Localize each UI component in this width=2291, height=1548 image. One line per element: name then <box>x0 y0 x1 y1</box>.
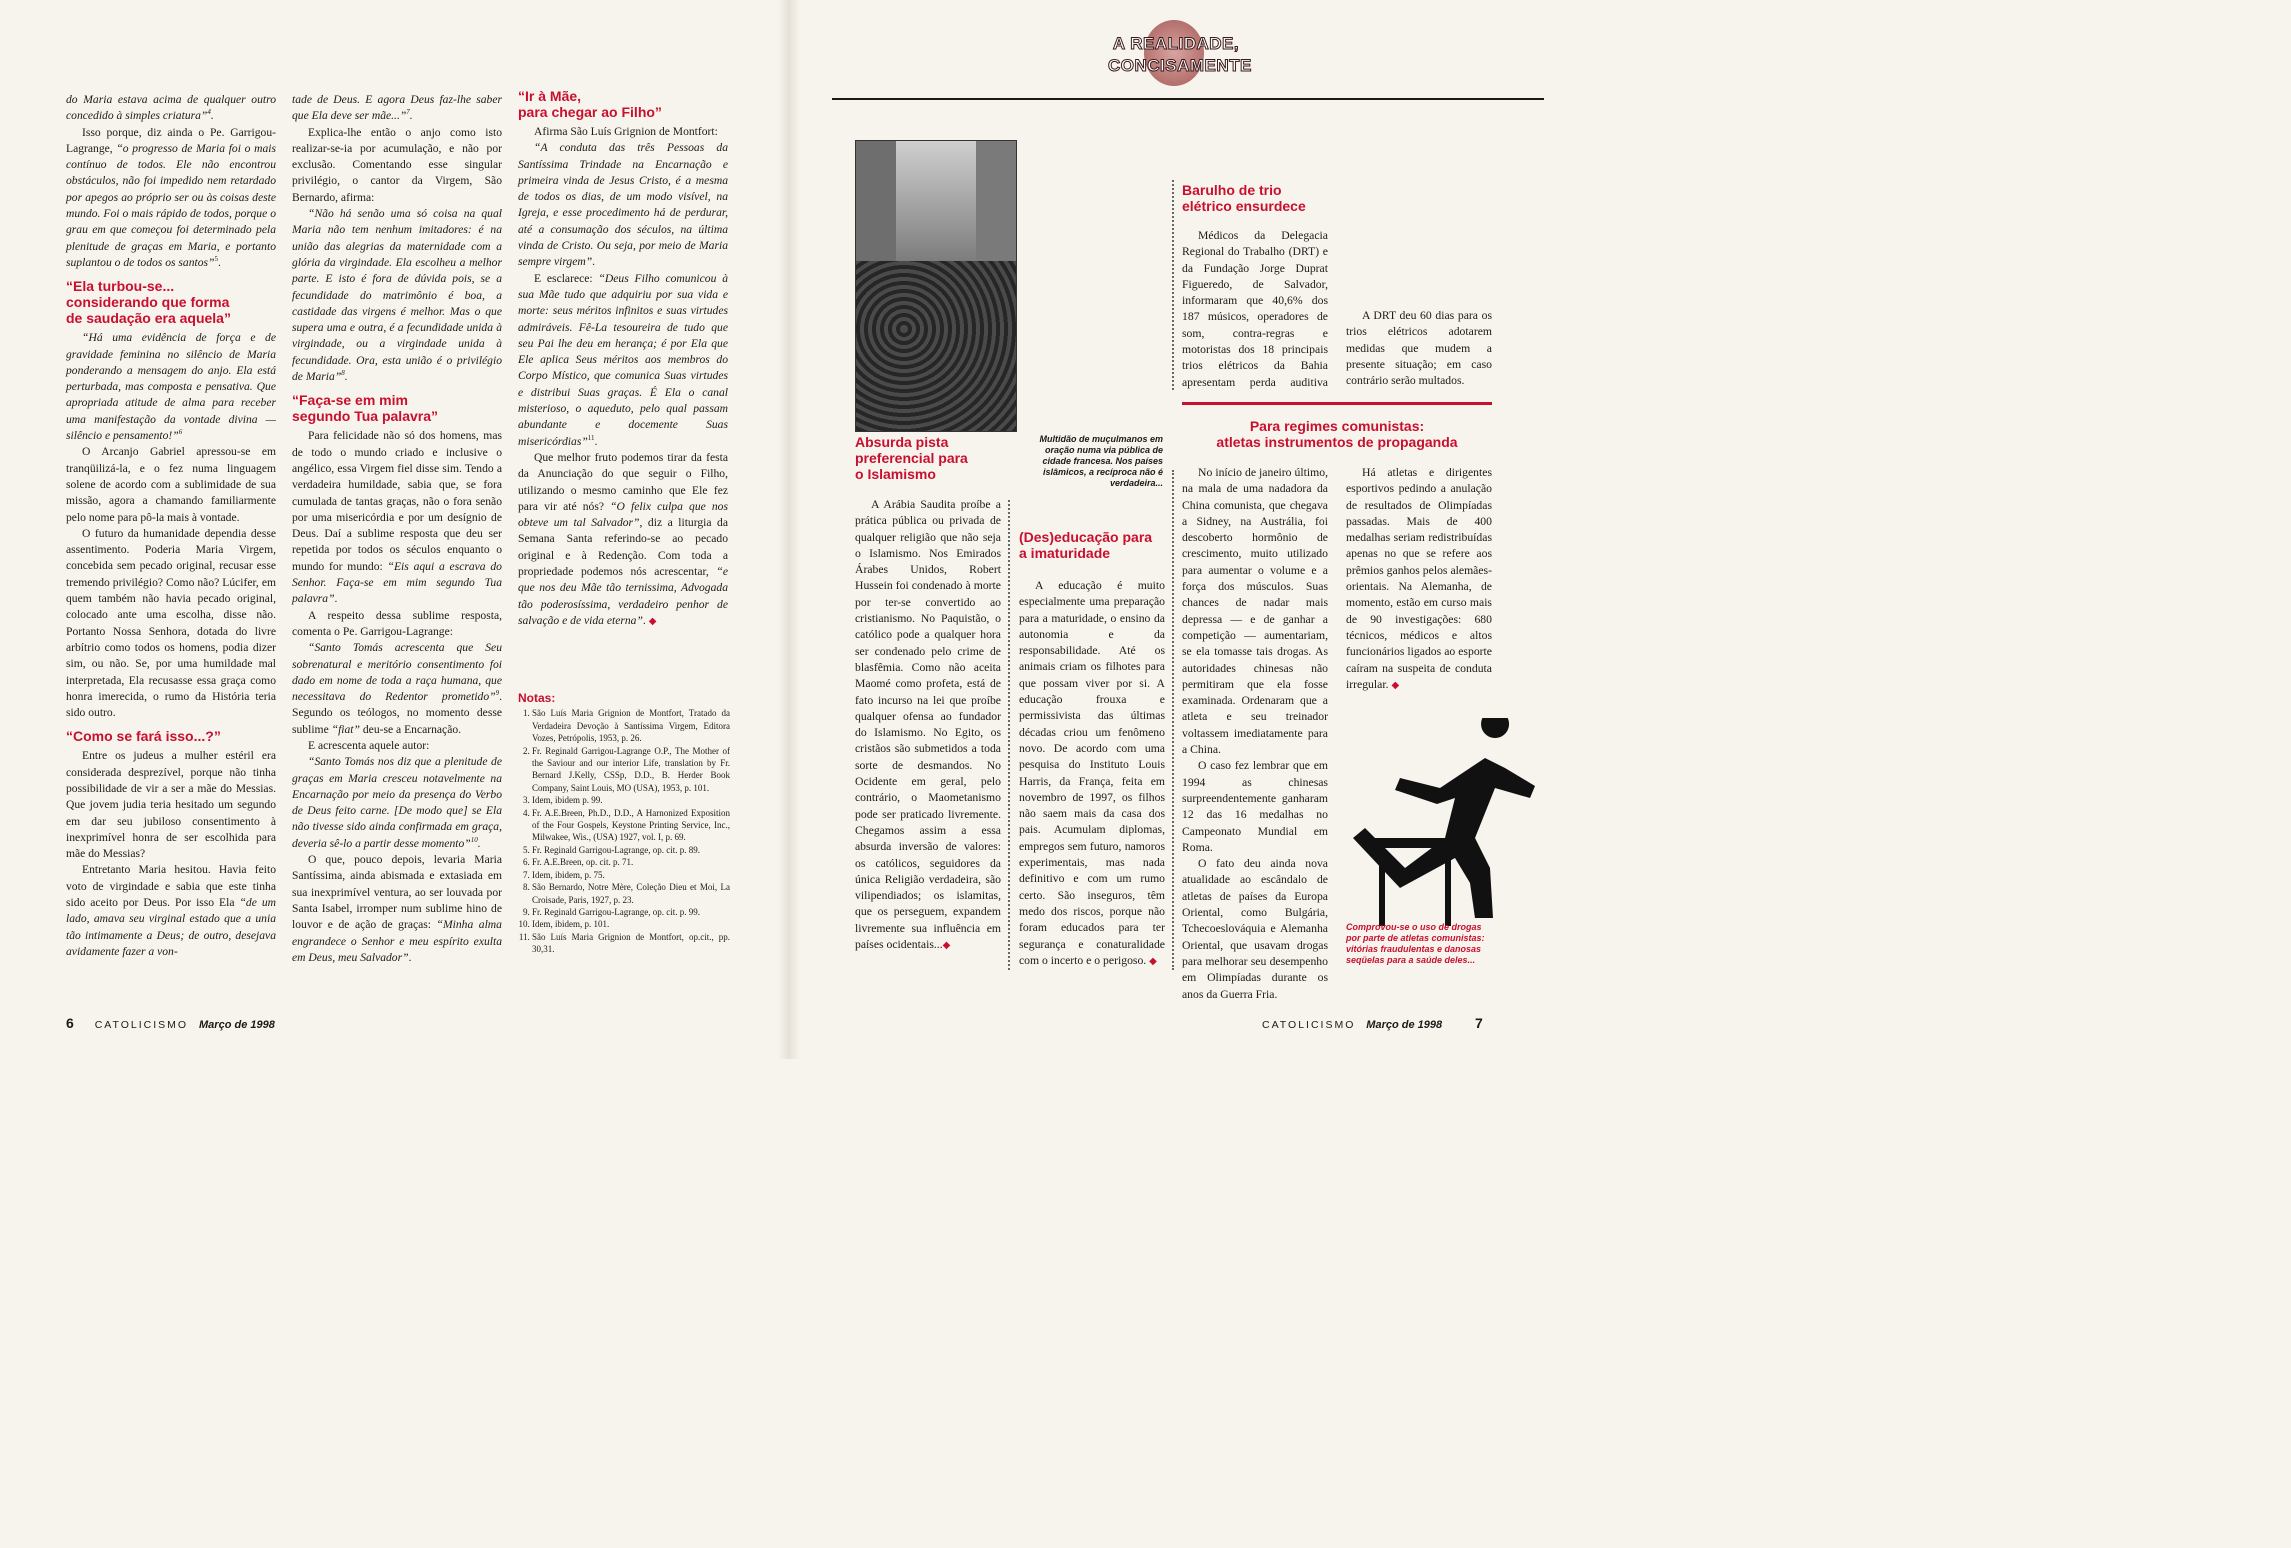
paragraph: O Arcanjo Gabriel apressou-se em tranqüilizá-la, e o fez numa linguagem solene de acordo com a sublimidade de sua missão, agora a chamando familiarmente pelo nome para pô-la mais à vontade. <box>66 445 276 524</box>
article-heading-islam: Absurda pista preferencial para o Islamismo <box>855 434 968 482</box>
note-item: 1. São Luís Maria Grignion de Montfort, Tratado da Verdadeira Devoção à Santíssima Virgem, Editora Vozes, Petrópolis, 1953, p. 26. <box>532 707 730 744</box>
note-item: 5. Fr. Reginald Garrigou-Lagrange, op. cit. p. 89. <box>532 844 730 856</box>
paragraph: Isso porque, diz ainda o Pe. Garrigou-Lagrange, “o progresso de Maria foi o mais contínuo de todos. Ele não encontrou obstáculos, não foi impedido nem retardado por apegos ao próprio ser ou às coisas deste mundo. Foi o mais rápido de todos, porque o grau em que começou foi determinado pela plenitude de graças em Maria, e portanto suplantou o de todos os santos”$^5$. <box>66 125 276 269</box>
footer-left <box>66 1015 275 1031</box>
issue-date: Março de 1998 <box>1366 1019 1443 1031</box>
article-regimes-a <box>1182 465 1328 1003</box>
article-barulho-b <box>1346 182 1492 389</box>
article-heading-educacao: (Des)educação para a imaturidade <box>1019 529 1153 561</box>
paragraph: A respeito dessa sublime resposta, comenta o Pe. Garrigou-Lagrange: <box>292 608 502 638</box>
paragraph: Explica-lhe então o anjo como isto realizar-se-ia por acumulação, e não por exclusão. Comentando esse singular privilégio, o cantor da Virgem, São Bernardo, afirma: <box>292 125 502 204</box>
note-item: 4. Fr. A.E.Breen, Ph.D., D.D., A Harnonized Exposition of the Four Gospels, Keystone Printing Service, Inc., Milwakee, Wis., (USA) 1927, vol. I, p. 69. <box>532 807 730 844</box>
article-barulho-a <box>1182 228 1328 390</box>
column-divider <box>1172 470 1174 970</box>
section-heading: “Faça-se em mim segundo Tua palavra” <box>292 392 438 425</box>
paragraph: O caso fez lembrar que em 1994 as chinesas surpreendentemente ganharam 12 das 16 medalhas no Campeonato Mundial em Roma. <box>1182 759 1328 854</box>
paragraph: A educação é muito especialmente uma preparação para a maturidade, o ensino da autonomia e da responsabilidade. Até os animais criam os filhotes para que possam viver por si. A educação frouxa e permissivista das últimas décadas criou um fenômeno novo. De acordo com uma pesquisa do Instituto Louis Harris, da França, feita em novembro de 1997, os filhos não saem mais da casa dos pais. Acumulam diplomas, empregos sem futuro, namoros experimentais, mas nada definitivo e com um rumo certo. São inseguros, têm medo dos riscos, porque não foram educados para ter segurança e conaturalidade com o incerto e o perigoso. ◆ <box>1019 579 1165 967</box>
note-item: 7. Idem, ibidem, p. 75. <box>532 869 730 881</box>
paragraph: tade de Deus. E agora Deus faz-lhe saber que Ela deve ser mãe...”$^7$. <box>292 93 502 123</box>
paragraph: Entre os judeus a mulher estéril era considerada desprezível, porque não tinha possibilidade de vir a ser a mãe do Messias. Que jovem judia teria hesitado um segundo em dar seu jubiloso consentimento à inexprimível honra de ser escolhida para mãe do Messias? <box>66 749 276 861</box>
end-mark-icon: ◆ <box>1149 955 1157 967</box>
issue-date: Março de 1998 <box>199 1019 275 1031</box>
athlete-caption: Comprovou-se o uso de drogas por parte de atletas comunistas: vitórias fraudulentas e danosas seqüelas para a saúde deles... <box>1346 922 1485 965</box>
notes-list <box>518 707 730 955</box>
note-item: 3. Idem, ibidem p. 99. <box>532 794 730 806</box>
paragraph: Entretanto Maria hesitou. Havia feito voto de virgindade e sabia que este tinha sido aceito por Deus. Por isso Ela “de um lado, amava seu virginal estado que a unia tão intimamente a Deus; de outro, desejava avidamente fazer a von- <box>66 863 276 958</box>
paragraph: A DRT deu 60 dias para os trios elétricos adotarem medidas que mudem a presente situação; em caso contrário serão multados. <box>1346 309 1492 388</box>
street-prayer-photo <box>855 140 1017 432</box>
note-item: 9. Fr. Reginald Garrigou-Lagrange, op. cit. p. 99. <box>532 906 730 918</box>
left-column-2 <box>292 92 502 966</box>
magazine-name: CATOLICISMO <box>1262 1019 1356 1031</box>
paragraph: Há atletas e dirigentes esportivos pedindo a anulação de resultados de Olimpíadas passadas. Mais de 400 medalhas seriam redistribuídas apenas no que se refere aos prêmios ganhos pelos alemães-orientais. Na Alemanha, de momento, estão em curso mais de 90 investigações: 680 técnicos, médicos e altos funcionários ligados ao esporte caíram na suspeita de conduta irregular. ◆ <box>1346 466 1492 691</box>
hurdler-silhouette-icon <box>1345 718 1545 928</box>
note-item: 2. Fr. Reginald Garrigou-Lagrange O.P., The Mother of the Saviour and our interior Life, translation by Fr. Bernard J.Kelly, CSSp, D.D., B. Herder Book Company, Saint Louis, MO (USA), 1953, p. 101. <box>532 745 730 795</box>
section-rule <box>1182 402 1492 405</box>
paragraph: Que melhor fruto podemos tirar da festa da Anunciação do que seguir o Filho, utilizando o mesmo caminho que Ele fez para vir até nós? “O felix culpa que nos obteve um tal Salvador”, diz a liturgia da Semana Santa referindo-se ao pecado original e à Redenção. Com toda a propriedade podemos nós acrescentar, “e que nos deu Mãe tão ternissima, Advogada tão poderosíssima, verdadeiro penhor de salvação e de vida eterna”. ◆ <box>518 450 728 627</box>
section-heading: “Como se fará isso...?” <box>66 728 221 745</box>
paragraph: O que, pouco depois, levaria Maria Santíssima, ainda abismada e extasiada em sua inexprimível ventura, ao ser louvada por Santa Isabel, irromper num sublime hino de louvor e de ação de graças: “Minha alma engrandece o Senhor e meu espírito exulta em Deus, meu Salvador”. <box>292 853 502 964</box>
article-heading-barulho: Barulho de trio elétrico ensurdece <box>1182 182 1306 214</box>
page-number: 7 <box>1475 1015 1483 1031</box>
section-heading: “Ir à Mãe, para chegar ao Filho” <box>518 88 662 120</box>
article-heading-regimes: Para regimes comunistas: atletas instrumentos de propaganda <box>1216 418 1458 450</box>
article-islam <box>855 497 1001 954</box>
paragraph: E acrescenta aquele autor: <box>308 738 430 752</box>
notes-title: Notas: <box>518 691 556 705</box>
note-item: 6. Fr. A.E.Breen, op. cit. p. 71. <box>532 856 730 868</box>
note-item: 11. São Luís Maria Grignion de Montfort, op.cit., pp. 30,31. <box>532 931 730 956</box>
quote: “Há uma evidência de força e de gravidade feminina no silêncio de Maria ponderando a mensagem do anjo. Ela está perturbada, mas composta e pensativa. Que apropriada atitude de alma para receber uma manifestação da vontade divina — silêncio e pensamento!”$^6$ <box>66 331 276 443</box>
page-number: 6 <box>66 1015 74 1031</box>
note-item: 8. São Bernardo, Notre Mère, Coleção Dieu et Moi, La Croisade, Paris, 1927, p. 23. <box>532 881 730 906</box>
paragraph: A Arábia Saudita proíbe a prática pública ou privada de qualquer religião que não seja o Islamismo. Nos Emirados Árabes Unidos, Robert Hussein foi condenado à morte por ter-se convertido ao cristianismo. No Paquistão, o católico pode a qualquer hora ser condenado pelo crime de blasfêmia. Como não aceita Maomé como profeta, está de fato incurso na lei que proíbe qualquer ofensa ao fundador do Islamismo. No Egito, os cristãos são submetidos a toda sorte de desmandos. No Ocidente em geral, pelo contrário, o Maometanismo pode ser praticado livremente. Chegamos assim a essa absurda inversão de valores: os católicos, seguidores da única Religião verdadeira, são vilipendiados; os islamitas, que os perseguem, expandem livremente sua influência em países ocidentais...◆ <box>855 498 1001 952</box>
paragraph: Para felicidade não só dos homens, mas de todo o mundo criado e inclusive o angélico, essa Virgem fiel disse sim. Tendo a verdadeira humildade, sabia que, se fora cumulada de tantas graças, não o fora senão por uma misericórdia e por um desígnio de Deus. Daí a sublime resposta que deu ser repetida por todos os séculos enquanto o mundo for mundo: “Eis aqui a escrava do Senhor. Faça-se em mim segundo Tua palavra”. <box>292 429 502 606</box>
paragraph: Afirma São Luís Grignion de Montfort: <box>534 125 718 138</box>
end-mark-icon: ◆ <box>1391 679 1400 691</box>
article-regimes-b <box>1346 465 1492 694</box>
paragraph: O futuro da humanidade dependia desse assentimento. Poderia Maria Virgem, concebida sem pecado original, recusar esse tremendo privilégio? Como não? Lúcifer, em quem também não havia pecado original, colocado ante uma escolha, disse não. Portanto Nossa Senhora, dotada do livre arbítrio como todos os homens, podia dizer sim, ou não. Se, por uma humildade mal interpretada, Ela recusasse essa graça como honra imerecida, o rumo da História teria sido outro. <box>66 526 276 720</box>
magazine-name: CATOLICISMO <box>94 1019 189 1031</box>
footer-right <box>1262 1015 1483 1031</box>
paragraph: No início de janeiro último, na mala de uma nadadora da China comunista, que chegava a Sidney, na Austrália, foi descoberto hormônio de crescimento, muito utilizado para aumentar o volume e a força dos músculos. Suas chances de nadar mais depressa — e de ganhar a competição — aumentariam, se ela tomasse tais drogas. As autoridades chinesas não permitiram que ela fosse examinada. Ordenaram que a atleta e seu treinador voltassem imediatamente para a China. <box>1182 466 1328 757</box>
photo-caption: Multidão de muçulmanos em oração numa via pública de cidade francesa. Nos países islâmicos, a recíproca não é verdadeira... <box>1039 434 1163 488</box>
notes <box>518 692 730 956</box>
left-column-3 <box>518 88 728 630</box>
quote: “Santo Tomás acrescenta que Seu sobrenatural e meritório consentimento foi dado em nome de toda a raça humana, que necessitava do Redentor prometido”$^9$. Segundo os teólogos, no momento desse sublime “fiat” deu-se a Encarnação. <box>292 641 502 736</box>
section-logo: A REALIDADE, CONCISAMENTE <box>1108 20 1244 86</box>
paragraph: Médicos da Delegacia Regional do Trabalho (DRT) e da Fundação Jorge Duprat Figueredo, de Salvador, informaram que 40,6% dos 187 músicos, operadores de som, contra-regras e motoristas dos 18 principais trios elétricos da Bahia apresentam perda auditiva <box>1182 229 1328 389</box>
column-divider <box>1008 500 1010 970</box>
article-educacao <box>1019 578 1165 970</box>
column-divider <box>1172 180 1174 390</box>
paragraph: O fato deu ainda nova atualidade ao escândalo de atletas de países da Europa Oriental, como Bulgária, Tchecoeslováquia e Alemanha Oriental, que usavam drogas para melhorar seu desempenho em Olimpíadas durante os anos da Guerra Fria. <box>1182 857 1328 1001</box>
paragraph: E esclarece: “Deus Filho comunicou à sua Mãe tudo que adquiriu por sua vida e morte: seus méritos infinitos e suas virtudes admiráveis. Fê-La tesoureira de tudo que seu Pai lhe deu em herança; é por Ela que Ele aplica Seus méritos aos membros do Corpo Místico, que comunica Suas virtudes e distribui Suas graças. É Ela o canal misterioso, o aqueduto, pelo qual passam abundante e docemente Suas misericórdias”$^{11}$. <box>518 271 728 448</box>
note-item: 10. Idem, ibidem, p. 101. <box>532 918 730 930</box>
quote: “Santo Tomás nos diz que a plenitude de graças em Maria cresceu notavelmente na Encarnação por meio da presença do Verbo de Deus feito carne. [De modo que] se Ela não tivesse sido ainda confirmada em graça, deveria sê-lo a partir desse momento”$^{10}$. <box>292 755 502 850</box>
left-column-1 <box>66 92 276 960</box>
end-mark-icon: ◆ <box>942 940 951 952</box>
quote: “Não há senão uma só coisa na qual Maria não tem nenhum imitadores: é na união das alegrias da maternidade com a glória da virgindade. Ela escolheu a melhor parte. E isto é fora de dúvida pois, se a fecundidade do matrimônio é boa, a castidade das virgens é melhor. Mas o que supera uma e outra, é a fecundidade unida à virgindade, ou a virgindade unida à fecundidade. Ora, esta união é o privilégio de Maria”$^8$. <box>292 207 502 384</box>
quote: “A conduta das três Pessoas da Santíssima Trindade na Encarnação e primeira vinda de Jesus Cristo, é a mesma de todos os dias, de um modo visível, na Igreja, e esse procedimento há de perdurar, até a consumação dos séculos, na última vinda de Cristo. Ou seja, por meio de Maria sempre virgem”. <box>518 141 728 269</box>
end-mark-icon: ◆ <box>648 615 657 627</box>
paragraph: do Maria estava acima de qualquer outro concedido à simples criatura”$^4$. <box>66 93 276 123</box>
section-heading: “Ela turbou-se... considerando que forma de saudação era aquela” <box>66 278 231 327</box>
page-gutter <box>778 0 800 1059</box>
